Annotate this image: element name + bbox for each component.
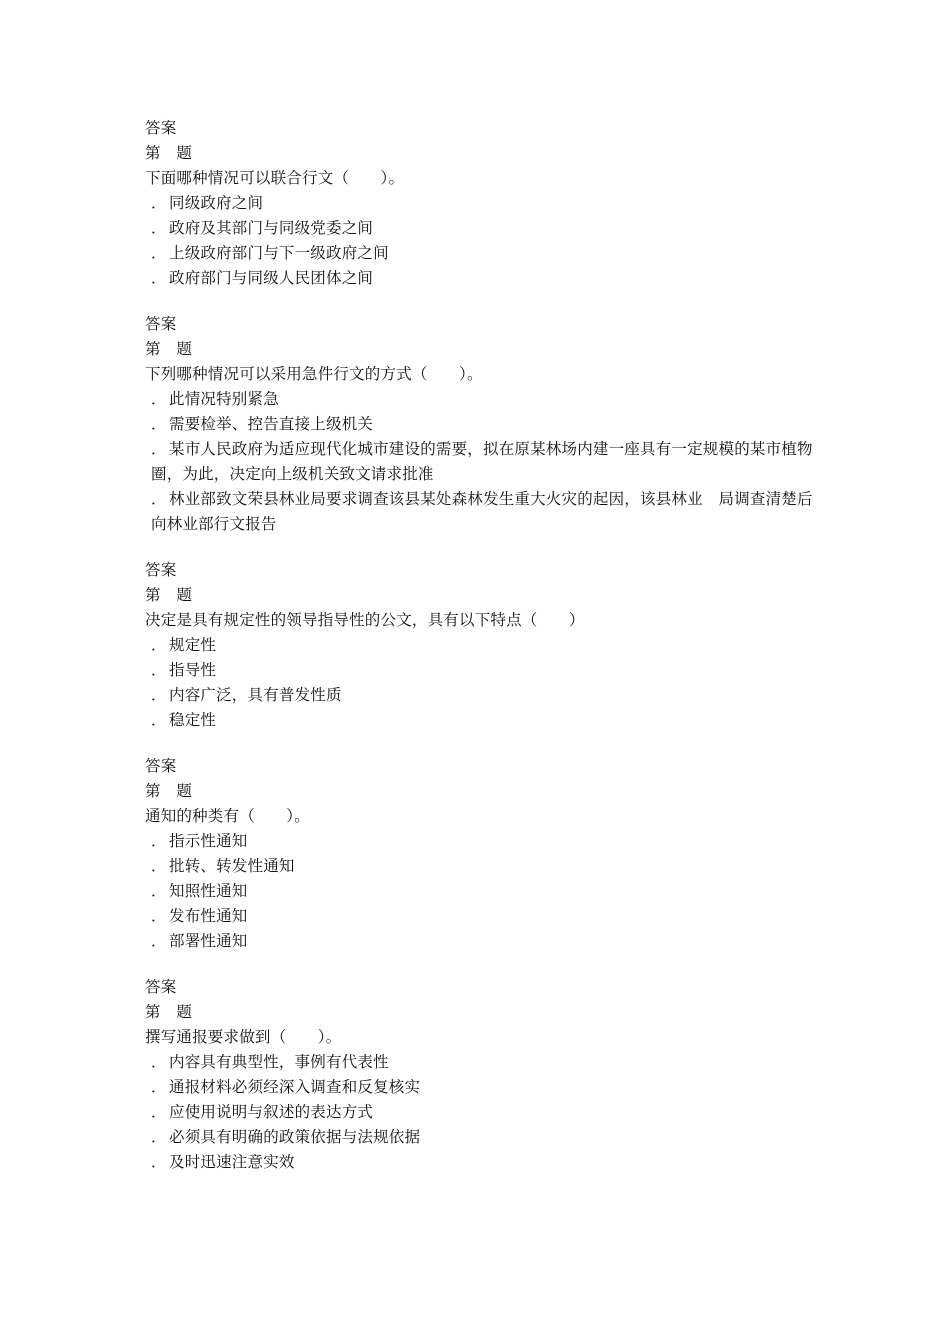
option-item xyxy=(145,683,815,708)
question-number: 第 题 xyxy=(145,1003,193,1021)
option-marker: ． xyxy=(151,415,167,433)
option-marker: ． xyxy=(151,686,167,704)
option-item xyxy=(145,708,815,733)
question-number: 第 题 xyxy=(145,782,193,800)
question-stem: 通知的种类有（ ）。 xyxy=(145,807,310,825)
option-item xyxy=(145,437,815,487)
option-marker: ． xyxy=(151,490,167,508)
option-item xyxy=(145,1050,815,1075)
option-text: 稳定性 xyxy=(169,711,217,729)
question-block xyxy=(145,975,815,1175)
question-number: 第 题 xyxy=(145,340,193,358)
option-item xyxy=(145,633,815,658)
option-marker: ． xyxy=(151,1053,167,1071)
option-item xyxy=(145,829,815,854)
option-text: 知照性通知 xyxy=(169,882,248,900)
option-item xyxy=(145,929,815,954)
option-marker: ． xyxy=(151,932,167,950)
option-item xyxy=(145,904,815,929)
option-item xyxy=(145,412,815,437)
spacer xyxy=(145,537,815,558)
option-item xyxy=(145,658,815,683)
option-text: 规定性 xyxy=(169,636,217,654)
question-stem: 下面哪种情况可以联合行文（ ）。 xyxy=(145,169,405,187)
option-marker: ． xyxy=(151,1078,167,1096)
option-text: 指示性通知 xyxy=(169,832,248,850)
option-text: 政府及其部门与同级党委之间 xyxy=(169,219,374,237)
option-item xyxy=(145,216,815,241)
question-stem: 撰写通报要求做到（ ）。 xyxy=(145,1028,342,1046)
option-text: 此情况特别紧急 xyxy=(169,390,279,408)
question-block xyxy=(145,312,815,537)
option-item xyxy=(145,387,815,412)
question-number: 第 题 xyxy=(145,144,193,162)
question-number: 第 题 xyxy=(145,586,193,604)
option-item xyxy=(145,879,815,904)
option-marker: ． xyxy=(151,244,167,262)
option-marker: ． xyxy=(151,661,167,679)
option-marker: ． xyxy=(151,390,167,408)
option-text: 发布性通知 xyxy=(169,907,248,925)
option-marker: ． xyxy=(151,1153,167,1171)
option-text: 内容具有典型性，事例有代表性 xyxy=(169,1053,389,1071)
spacer xyxy=(145,733,815,754)
option-item xyxy=(145,1075,815,1100)
question-stem: 决定是具有规定性的领导指导性的公文，具有以下特点（ ） xyxy=(145,611,585,629)
option-text: 部署性通知 xyxy=(169,932,248,950)
question-block xyxy=(145,558,815,733)
option-item xyxy=(145,487,815,537)
option-text: 必须具有明确的政策依据与法规依据 xyxy=(169,1128,421,1146)
option-text: 林业部致文荣县林业局要求调查该县某处森林发生重大火灾的起因，该县林业 局调查清楚后向林业部行文报告 xyxy=(151,490,813,533)
option-marker: ． xyxy=(151,194,167,212)
option-marker: ． xyxy=(151,636,167,654)
answer-label: 答案 xyxy=(145,757,177,775)
option-item xyxy=(145,1125,815,1150)
answer-label: 答案 xyxy=(145,315,177,333)
option-item xyxy=(145,191,815,216)
option-text: 内容广泛，具有普发性质 xyxy=(169,686,342,704)
option-text: 应使用说明与叙述的表达方式 xyxy=(169,1103,374,1121)
option-marker: ． xyxy=(151,440,167,458)
option-item xyxy=(145,266,815,291)
option-marker: ． xyxy=(151,882,167,900)
question-block xyxy=(145,116,815,291)
option-item xyxy=(145,241,815,266)
option-text: 某市人民政府为适应现代化城市建设的需要，拟在原某林场内建一座具有一定规模的某市植物圈，为此，决定向上级机关致文请求批准 xyxy=(151,440,813,483)
option-text: 批转、转发性通知 xyxy=(169,857,295,875)
option-marker: ． xyxy=(151,269,167,287)
option-marker: ． xyxy=(151,1128,167,1146)
option-text: 通报材料必须经深入调查和反复核实 xyxy=(169,1078,421,1096)
option-text: 上级政府部门与下一级政府之间 xyxy=(169,244,389,262)
question-block xyxy=(145,754,815,954)
option-marker: ． xyxy=(151,857,167,875)
option-text: 及时迅速注意实效 xyxy=(169,1153,295,1171)
option-text: 政府部门与同级人民团体之间 xyxy=(169,269,374,287)
option-text: 同级政府之间 xyxy=(169,194,264,212)
answer-label: 答案 xyxy=(145,119,177,137)
document-page xyxy=(145,116,815,1175)
option-text: 指导性 xyxy=(169,661,217,679)
spacer xyxy=(145,954,815,975)
spacer xyxy=(145,291,815,312)
option-marker: ． xyxy=(151,832,167,850)
option-item xyxy=(145,1100,815,1125)
option-text: 需要检举、控告直接上级机关 xyxy=(169,415,374,433)
option-marker: ． xyxy=(151,1103,167,1121)
answer-label: 答案 xyxy=(145,561,177,579)
option-marker: ． xyxy=(151,907,167,925)
answer-label: 答案 xyxy=(145,978,177,996)
option-item xyxy=(145,854,815,879)
question-stem: 下列哪种情况可以采用急件行文的方式（ ）。 xyxy=(145,365,483,383)
option-item xyxy=(145,1150,815,1175)
option-marker: ． xyxy=(151,711,167,729)
option-marker: ． xyxy=(151,219,167,237)
